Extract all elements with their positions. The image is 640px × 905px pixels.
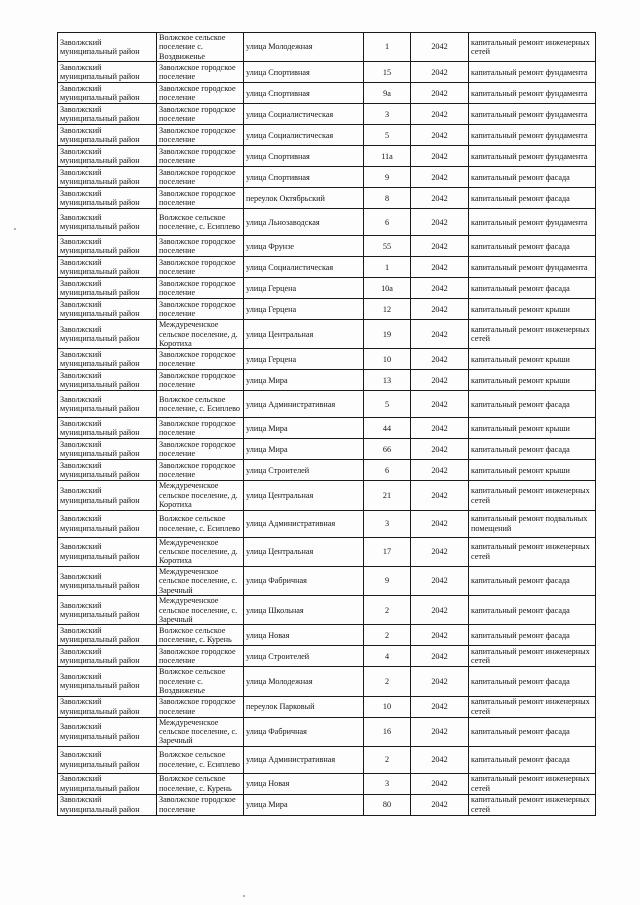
table-row xyxy=(58,439,596,460)
work-type-cell: капитальный ремонт фасада xyxy=(469,596,596,625)
street-cell: улица Школьная xyxy=(244,596,364,625)
scan-speck xyxy=(14,228,16,230)
table-row xyxy=(58,794,596,815)
year-cell: 2042 xyxy=(411,596,469,625)
table-row xyxy=(58,646,596,667)
house-number-cell: 3 xyxy=(364,773,411,794)
house-number-cell: 2 xyxy=(364,625,411,646)
settlement-cell: Заволжское городское поселение xyxy=(157,278,244,299)
settlement-cell: Заволжское городское поселение xyxy=(157,460,244,481)
year-cell: 2042 xyxy=(411,62,469,83)
district-cell: Заволжский муниципальный район xyxy=(58,696,157,717)
table-row xyxy=(58,717,596,746)
year-cell: 2042 xyxy=(411,794,469,815)
street-cell: улица Льнозаводская xyxy=(244,209,364,236)
work-type-cell: капитальный ремонт инженерных сетей xyxy=(469,481,596,510)
settlement-cell: Заволжское городское поселение xyxy=(157,418,244,439)
table-row xyxy=(58,257,596,278)
year-cell: 2042 xyxy=(411,320,469,349)
district-cell: Заволжский муниципальный район xyxy=(58,320,157,349)
table-row xyxy=(58,625,596,646)
work-type-cell: капитальный ремонт фасада xyxy=(469,566,596,595)
table-row xyxy=(58,596,596,625)
work-type-cell: капитальный ремонт инженерных сетей xyxy=(469,320,596,349)
settlement-cell: Заволжское городское поселение xyxy=(157,167,244,188)
table-row xyxy=(58,418,596,439)
street-cell: улица Мира xyxy=(244,439,364,460)
table-row xyxy=(58,83,596,104)
year-cell: 2042 xyxy=(411,83,469,104)
year-cell: 2042 xyxy=(411,188,469,209)
year-cell: 2042 xyxy=(411,510,469,537)
year-cell: 2042 xyxy=(411,746,469,773)
street-cell: улица Спортивная xyxy=(244,62,364,83)
scan-speck xyxy=(243,895,245,897)
table-row xyxy=(58,460,596,481)
table-row xyxy=(58,146,596,167)
district-cell: Заволжский муниципальный район xyxy=(58,209,157,236)
district-cell: Заволжский муниципальный район xyxy=(58,257,157,278)
street-cell: улица Социалистическая xyxy=(244,257,364,278)
district-cell: Заволжский муниципальный район xyxy=(58,646,157,667)
work-type-cell: капитальный ремонт фундамента xyxy=(469,104,596,125)
table-row xyxy=(58,537,596,566)
work-type-cell: капитальный ремонт инженерных сетей xyxy=(469,537,596,566)
street-cell: улица Фрунзе xyxy=(244,236,364,257)
table-row xyxy=(58,481,596,510)
settlement-cell: Волжское сельское поселение, с. Курень xyxy=(157,625,244,646)
table-row xyxy=(58,773,596,794)
district-cell: Заволжский муниципальный район xyxy=(58,439,157,460)
district-cell: Заволжский муниципальный район xyxy=(58,370,157,391)
settlement-cell: Волжское сельское поселение, с. Есиплево xyxy=(157,746,244,773)
house-number-cell: 15 xyxy=(364,62,411,83)
district-cell: Заволжский муниципальный район xyxy=(58,717,157,746)
work-type-cell: капитальный ремонт крыши xyxy=(469,299,596,320)
house-number-cell: 9а xyxy=(364,83,411,104)
settlement-cell: Междуреченское сельское поселение, с. Заречный xyxy=(157,596,244,625)
district-cell: Заволжский муниципальный район xyxy=(58,794,157,815)
house-number-cell: 80 xyxy=(364,794,411,815)
settlement-cell: Заволжское городское поселение xyxy=(157,299,244,320)
house-number-cell: 12 xyxy=(364,299,411,320)
year-cell: 2042 xyxy=(411,370,469,391)
district-cell: Заволжский муниципальный район xyxy=(58,460,157,481)
work-type-cell: капитальный ремонт фундамента xyxy=(469,257,596,278)
year-cell: 2042 xyxy=(411,667,469,696)
work-type-cell: капитальный ремонт крыши xyxy=(469,460,596,481)
district-cell: Заволжский муниципальный район xyxy=(58,667,157,696)
house-number-cell: 1 xyxy=(364,257,411,278)
house-number-cell: 6 xyxy=(364,209,411,236)
settlement-cell: Волжское сельское поселение, с. Есиплево xyxy=(157,209,244,236)
district-cell: Заволжский муниципальный район xyxy=(58,125,157,146)
work-type-cell: капитальный ремонт фасада xyxy=(469,439,596,460)
settlement-cell: Междуреченское сельское поселение, с. Заречный xyxy=(157,717,244,746)
street-cell: улица Социалистическая xyxy=(244,104,364,125)
work-type-cell: капитальный ремонт фундамента xyxy=(469,146,596,167)
table-row xyxy=(58,104,596,125)
district-cell: Заволжский муниципальный район xyxy=(58,418,157,439)
street-cell: переулок Октябрьский xyxy=(244,188,364,209)
street-cell: улица Спортивная xyxy=(244,167,364,188)
year-cell: 2042 xyxy=(411,481,469,510)
house-number-cell: 10 xyxy=(364,349,411,370)
street-cell: улица Социалистическая xyxy=(244,125,364,146)
street-cell: улица Центральная xyxy=(244,537,364,566)
street-cell: улица Административная xyxy=(244,391,364,418)
house-number-cell: 3 xyxy=(364,104,411,125)
work-type-cell: капитальный ремонт фасада xyxy=(469,746,596,773)
house-number-cell: 44 xyxy=(364,418,411,439)
street-cell: улица Молодежная xyxy=(244,667,364,696)
table-row xyxy=(58,510,596,537)
district-cell: Заволжский муниципальный район xyxy=(58,278,157,299)
work-type-cell: капитальный ремонт фасада xyxy=(469,625,596,646)
district-cell: Заволжский муниципальный район xyxy=(58,146,157,167)
settlement-cell: Заволжское городское поселение xyxy=(157,62,244,83)
table-row xyxy=(58,188,596,209)
settlement-cell: Заволжское городское поселение xyxy=(157,646,244,667)
settlement-cell: Заволжское городское поселение xyxy=(157,439,244,460)
settlement-cell: Волжское сельское поселение, с. Есиплево xyxy=(157,391,244,418)
work-type-cell: капитальный ремонт фасада xyxy=(469,236,596,257)
table-row xyxy=(58,320,596,349)
house-number-cell: 4 xyxy=(364,646,411,667)
work-type-cell: капитальный ремонт инженерных сетей xyxy=(469,794,596,815)
house-number-cell: 11а xyxy=(364,146,411,167)
work-type-cell: капитальный ремонт фундамента xyxy=(469,125,596,146)
district-cell: Заволжский муниципальный район xyxy=(58,33,157,62)
table-row xyxy=(58,391,596,418)
house-number-cell: 3 xyxy=(364,510,411,537)
house-number-cell: 2 xyxy=(364,596,411,625)
work-type-cell: капитальный ремонт фасада xyxy=(469,188,596,209)
settlement-cell: Междуреченское сельское поселение, с. Заречный xyxy=(157,566,244,595)
settlement-cell: Заволжское городское поселение xyxy=(157,236,244,257)
district-cell: Заволжский муниципальный район xyxy=(58,566,157,595)
work-type-cell: капитальный ремонт фундамента xyxy=(469,209,596,236)
house-number-cell: 2 xyxy=(364,667,411,696)
street-cell: улица Фабричная xyxy=(244,566,364,595)
settlement-cell: Междуреченское сельское поселение, д. Коротиха xyxy=(157,481,244,510)
district-cell: Заволжский муниципальный район xyxy=(58,188,157,209)
house-number-cell: 10 xyxy=(364,696,411,717)
house-number-cell: 8 xyxy=(364,188,411,209)
work-type-cell: капитальный ремонт фасада xyxy=(469,167,596,188)
year-cell: 2042 xyxy=(411,209,469,236)
street-cell: улица Спортивная xyxy=(244,146,364,167)
year-cell: 2042 xyxy=(411,299,469,320)
year-cell: 2042 xyxy=(411,625,469,646)
street-cell: улица Строителей xyxy=(244,460,364,481)
table-row xyxy=(58,62,596,83)
district-cell: Заволжский муниципальный район xyxy=(58,391,157,418)
district-cell: Заволжский муниципальный район xyxy=(58,236,157,257)
year-cell: 2042 xyxy=(411,439,469,460)
year-cell: 2042 xyxy=(411,696,469,717)
work-type-cell: капитальный ремонт фасада xyxy=(469,391,596,418)
year-cell: 2042 xyxy=(411,278,469,299)
work-type-cell: капитальный ремонт фундамента xyxy=(469,83,596,104)
district-cell: Заволжский муниципальный район xyxy=(58,62,157,83)
street-cell: улица Центральная xyxy=(244,320,364,349)
street-cell: переулок Парковый xyxy=(244,696,364,717)
settlement-cell: Волжское сельское поселение, с. Есиплево xyxy=(157,510,244,537)
house-number-cell: 5 xyxy=(364,125,411,146)
table-body xyxy=(58,33,596,816)
table-row xyxy=(58,696,596,717)
settlement-cell: Заволжское городское поселение xyxy=(157,349,244,370)
year-cell: 2042 xyxy=(411,773,469,794)
work-type-cell: капитальный ремонт инженерных сетей xyxy=(469,646,596,667)
work-type-cell: капитальный ремонт фасада xyxy=(469,667,596,696)
district-cell: Заволжский муниципальный район xyxy=(58,537,157,566)
work-type-cell: капитальный ремонт подвальных помещений xyxy=(469,510,596,537)
settlement-cell: Заволжское городское поселение xyxy=(157,83,244,104)
table-row xyxy=(58,278,596,299)
year-cell: 2042 xyxy=(411,391,469,418)
settlement-cell: Волжское сельское поселение с. Воздвиженье xyxy=(157,667,244,696)
house-number-cell: 6 xyxy=(364,460,411,481)
settlement-cell: Междуреченское сельское поселение, д. Коротиха xyxy=(157,537,244,566)
settlement-cell: Заволжское городское поселение xyxy=(157,188,244,209)
street-cell: улица Строителей xyxy=(244,646,364,667)
year-cell: 2042 xyxy=(411,167,469,188)
house-number-cell: 21 xyxy=(364,481,411,510)
house-number-cell: 19 xyxy=(364,320,411,349)
street-cell: улица Спортивная xyxy=(244,83,364,104)
year-cell: 2042 xyxy=(411,349,469,370)
street-cell: улица Герцена xyxy=(244,278,364,299)
year-cell: 2042 xyxy=(411,104,469,125)
street-cell: улица Новая xyxy=(244,773,364,794)
repair-schedule-table xyxy=(57,32,596,816)
settlement-cell: Заволжское городское поселение xyxy=(157,370,244,391)
year-cell: 2042 xyxy=(411,125,469,146)
settlement-cell: Заволжское городское поселение xyxy=(157,146,244,167)
settlement-cell: Заволжское городское поселение xyxy=(157,257,244,278)
street-cell: улица Новая xyxy=(244,625,364,646)
house-number-cell: 9 xyxy=(364,167,411,188)
district-cell: Заволжский муниципальный район xyxy=(58,167,157,188)
settlement-cell: Заволжское городское поселение xyxy=(157,125,244,146)
street-cell: улица Герцена xyxy=(244,299,364,320)
table-row xyxy=(58,33,596,62)
street-cell: улица Мира xyxy=(244,794,364,815)
street-cell: улица Фабричная xyxy=(244,717,364,746)
work-type-cell: капитальный ремонт инженерных сетей xyxy=(469,33,596,62)
year-cell: 2042 xyxy=(411,418,469,439)
district-cell: Заволжский муниципальный район xyxy=(58,773,157,794)
street-cell: улица Мира xyxy=(244,418,364,439)
street-cell: улица Административная xyxy=(244,746,364,773)
work-type-cell: капитальный ремонт инженерных сетей xyxy=(469,696,596,717)
table-row xyxy=(58,209,596,236)
district-cell: Заволжский муниципальный район xyxy=(58,481,157,510)
year-cell: 2042 xyxy=(411,257,469,278)
work-type-cell: капитальный ремонт инженерных сетей xyxy=(469,773,596,794)
year-cell: 2042 xyxy=(411,717,469,746)
table-row xyxy=(58,125,596,146)
table-row xyxy=(58,299,596,320)
district-cell: Заволжский муниципальный район xyxy=(58,625,157,646)
year-cell: 2042 xyxy=(411,460,469,481)
house-number-cell: 10а xyxy=(364,278,411,299)
work-type-cell: капитальный ремонт фасада xyxy=(469,278,596,299)
street-cell: улица Административная xyxy=(244,510,364,537)
street-cell: улица Мира xyxy=(244,370,364,391)
district-cell: Заволжский муниципальный район xyxy=(58,510,157,537)
year-cell: 2042 xyxy=(411,236,469,257)
work-type-cell: капитальный ремонт крыши xyxy=(469,418,596,439)
table-row xyxy=(58,370,596,391)
table-row xyxy=(58,167,596,188)
work-type-cell: капитальный ремонт крыши xyxy=(469,370,596,391)
settlement-cell: Волжское сельское поселение, с. Курень xyxy=(157,773,244,794)
district-cell: Заволжский муниципальный район xyxy=(58,746,157,773)
work-type-cell: капитальный ремонт фундамента xyxy=(469,62,596,83)
table-row xyxy=(58,349,596,370)
table-row xyxy=(58,667,596,696)
house-number-cell: 1 xyxy=(364,33,411,62)
house-number-cell: 66 xyxy=(364,439,411,460)
table-row xyxy=(58,566,596,595)
district-cell: Заволжский муниципальный район xyxy=(58,299,157,320)
house-number-cell: 13 xyxy=(364,370,411,391)
house-number-cell: 9 xyxy=(364,566,411,595)
district-cell: Заволжский муниципальный район xyxy=(58,83,157,104)
settlement-cell: Заволжское городское поселение xyxy=(157,104,244,125)
house-number-cell: 16 xyxy=(364,717,411,746)
district-cell: Заволжский муниципальный район xyxy=(58,596,157,625)
table-row xyxy=(58,746,596,773)
work-type-cell: капитальный ремонт крыши xyxy=(469,349,596,370)
year-cell: 2042 xyxy=(411,537,469,566)
year-cell: 2042 xyxy=(411,33,469,62)
street-cell: улица Центральная xyxy=(244,481,364,510)
house-number-cell: 55 xyxy=(364,236,411,257)
settlement-cell: Междуреченское сельское поселение, д. Коротиха xyxy=(157,320,244,349)
year-cell: 2042 xyxy=(411,566,469,595)
district-cell: Заволжский муниципальный район xyxy=(58,104,157,125)
district-cell: Заволжский муниципальный район xyxy=(58,349,157,370)
settlement-cell: Волжское сельское поселение с. Воздвиженье xyxy=(157,33,244,62)
street-cell: улица Молодежная xyxy=(244,33,364,62)
year-cell: 2042 xyxy=(411,146,469,167)
work-type-cell: капитальный ремонт фасада xyxy=(469,717,596,746)
street-cell: улица Герцена xyxy=(244,349,364,370)
settlement-cell: Заволжское городское поселение xyxy=(157,696,244,717)
house-number-cell: 5 xyxy=(364,391,411,418)
year-cell: 2042 xyxy=(411,646,469,667)
house-number-cell: 2 xyxy=(364,746,411,773)
table-row xyxy=(58,236,596,257)
house-number-cell: 17 xyxy=(364,537,411,566)
settlement-cell: Заволжское городское поселение xyxy=(157,794,244,815)
